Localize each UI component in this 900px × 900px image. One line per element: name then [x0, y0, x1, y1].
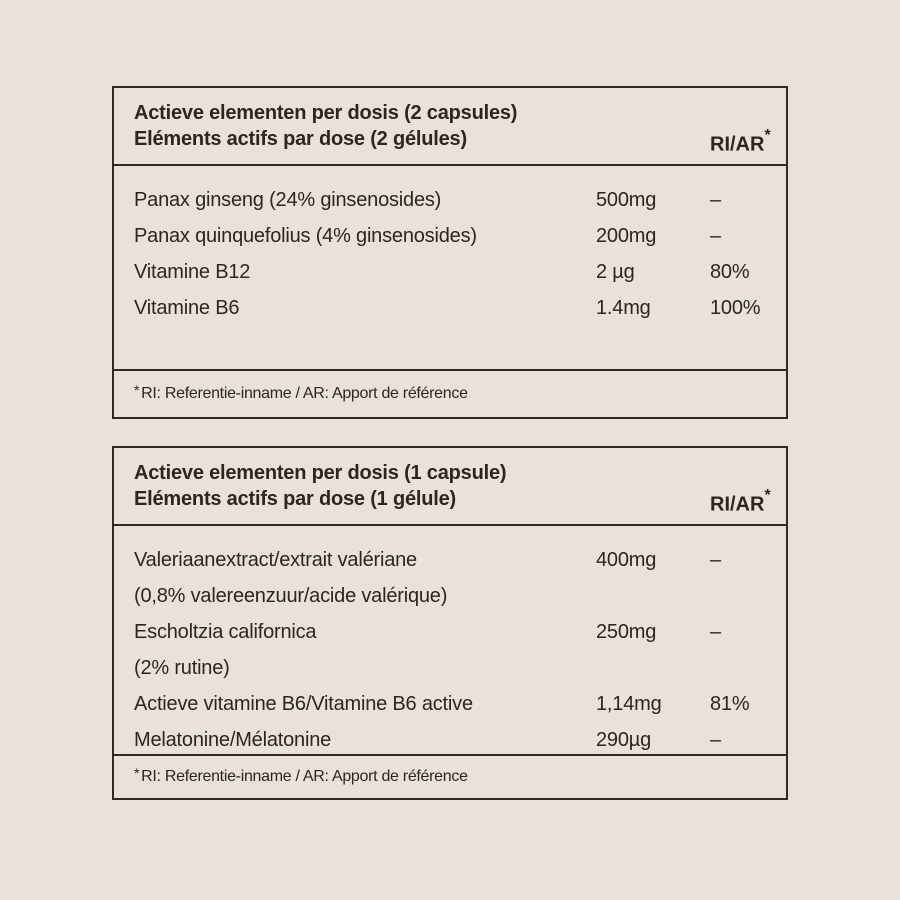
footnote-text: RI: Referentie-inname / AR: Apport de référence	[141, 385, 468, 402]
ingredient-name: (0,8% valereenzuur/acide valérique)	[134, 585, 448, 607]
footnote-text: RI: Referentie-inname / AR: Apport de référence	[141, 768, 468, 785]
panel-title-fr: Eléments actifs par dose (1 gélule)	[134, 488, 456, 510]
ingredient-name: (2% rutine)	[134, 657, 230, 679]
ingredient-ri: –	[710, 225, 721, 247]
ingredient-amount: 2 µg	[596, 261, 635, 283]
ingredient-row	[114, 578, 786, 614]
ingredient-name: Melatonine/Mélatonine	[134, 729, 332, 751]
ingredient-row	[114, 722, 786, 758]
ingredient-row	[114, 614, 786, 650]
ri-header-label: RI/AR	[710, 133, 765, 156]
ingredient-row	[114, 686, 786, 722]
ingredient-ri: –	[710, 621, 721, 643]
ingredient-amount: 500mg	[596, 189, 657, 211]
ingredient-ri: 100%	[710, 297, 761, 319]
ingredient-row	[114, 254, 786, 290]
ri-column-header	[710, 486, 771, 518]
ingredient-row	[114, 290, 786, 326]
ingredient-name: Panax ginseng (24% ginsenosides)	[134, 189, 442, 211]
ingredient-amount: 400mg	[596, 549, 657, 571]
ingredient-ri: –	[710, 549, 721, 571]
ingredient-row	[114, 182, 786, 218]
ingredient-amount: 290µg	[596, 729, 652, 751]
ingredient-amount: 1,14mg	[596, 693, 662, 715]
ri-header-mark: *	[764, 487, 771, 504]
panel-header	[114, 88, 786, 166]
panel-title-nl: Actieve elementen per dosis (2 capsules)	[134, 102, 518, 124]
ingredient-name: Vitamine B6	[134, 297, 240, 319]
ri-header-label: RI/AR	[710, 493, 765, 516]
footnote-mark: *	[134, 765, 140, 781]
ingredient-name: Valeriaanextract/extrait valériane	[134, 549, 417, 571]
panel-title-nl: Actieve elementen per dosis (1 capsule)	[134, 462, 507, 484]
ingredient-row	[114, 542, 786, 578]
ingredient-list	[114, 526, 786, 758]
footnote	[114, 369, 786, 417]
nutrition-panel-1-capsule	[112, 446, 788, 800]
ingredient-row	[114, 218, 786, 254]
ri-column-header	[710, 126, 771, 158]
ingredient-ri: 81%	[710, 693, 750, 715]
ri-header-mark: *	[764, 127, 771, 144]
ingredient-name: Actieve vitamine B6/Vitamine B6 active	[134, 693, 473, 715]
ingredient-amount: 200mg	[596, 225, 657, 247]
nutrition-panel-2-capsules	[112, 86, 788, 419]
ingredient-ri: –	[710, 729, 721, 751]
ingredient-amount: 1.4mg	[596, 297, 651, 319]
ingredient-ri: 80%	[710, 261, 750, 283]
ingredient-list	[114, 166, 786, 326]
panel-title-fr: Eléments actifs par dose (2 gélules)	[134, 128, 467, 150]
ingredient-row	[114, 650, 786, 686]
ingredient-name: Panax quinquefolius (4% ginsenosides)	[134, 225, 477, 247]
ingredient-amount: 250mg	[596, 621, 657, 643]
panel-header	[114, 448, 786, 526]
ingredient-name: Vitamine B12	[134, 261, 251, 283]
footnote	[114, 754, 786, 798]
footnote-mark: *	[134, 382, 140, 398]
ingredient-name: Escholtzia californica	[134, 621, 317, 643]
ingredient-ri: –	[710, 189, 721, 211]
